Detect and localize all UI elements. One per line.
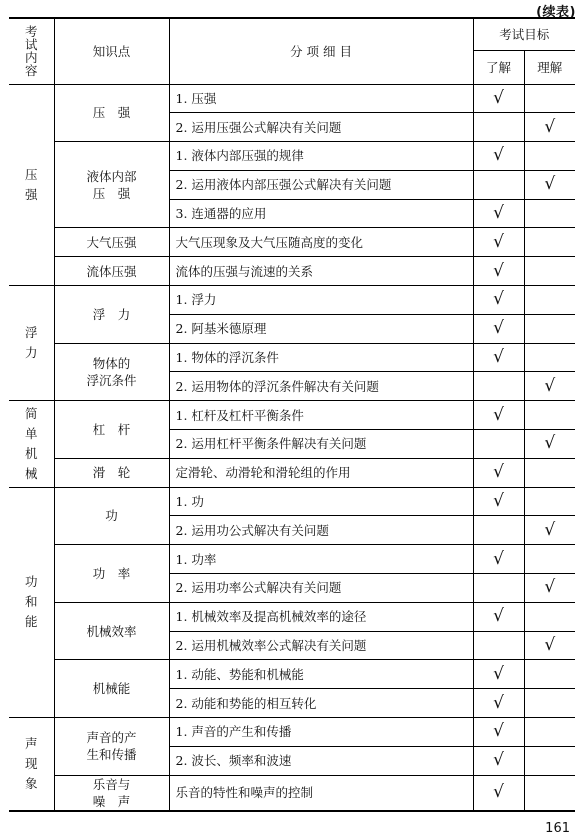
check-mark-icon: √ xyxy=(493,404,504,425)
knowledge-point-label: 浮 力 xyxy=(92,306,131,322)
check-mark-icon: √ xyxy=(493,260,504,281)
table-row xyxy=(9,602,575,631)
knowledge-point-cell xyxy=(54,84,169,142)
knowledge-point-cell xyxy=(54,487,169,545)
check-mark-icon: √ xyxy=(493,347,504,368)
check-mark-icon: √ xyxy=(544,174,556,195)
understand-mark-cell xyxy=(473,142,524,171)
area-cell xyxy=(9,84,54,286)
knowledge-point-cell xyxy=(54,602,169,660)
comprehend-mark-cell xyxy=(524,199,575,228)
comprehend-mark-cell xyxy=(524,343,575,372)
understand-mark-cell xyxy=(473,602,524,631)
comprehend-mark-cell xyxy=(524,170,575,199)
check-mark-icon: √ xyxy=(544,635,556,656)
comprehend-mark-cell xyxy=(524,602,575,631)
table-row xyxy=(9,660,575,689)
knowledge-point-cell xyxy=(54,718,169,776)
comprehend-mark-cell xyxy=(524,401,575,430)
detail-item: 1. 压强 xyxy=(169,84,473,113)
detail-item: 1. 动能、势能和机械能 xyxy=(169,660,473,689)
understand-mark-cell xyxy=(473,228,524,257)
knowledge-point-label: 液体内部 压 强 xyxy=(86,168,137,201)
check-mark-icon: √ xyxy=(493,721,504,742)
comprehend-mark-cell xyxy=(524,314,575,343)
knowledge-point-cell xyxy=(54,401,169,459)
table-row xyxy=(9,401,575,430)
understand-mark-cell xyxy=(473,257,524,286)
knowledge-point-label: 物体的 浮沉条件 xyxy=(86,355,137,388)
knowledge-point-label: 机械效率 xyxy=(86,623,137,639)
detail-item: 1. 声音的产生和传播 xyxy=(169,718,473,747)
understand-mark-cell xyxy=(473,516,524,545)
table-row xyxy=(9,343,575,372)
detail-item: 2. 运用机械效率公式解决有关问题 xyxy=(169,631,473,660)
detail-item: 2. 运用压强公式解决有关问题 xyxy=(169,113,473,142)
detail-item: 2. 运用物体的浮沉条件解决有关问题 xyxy=(169,372,473,401)
knowledge-point-label: 杠 杆 xyxy=(92,422,131,438)
header-area: 考试内容 xyxy=(9,18,54,84)
header-knowledge-point: 知识点 xyxy=(54,18,169,84)
area-cell xyxy=(9,286,54,401)
area-cell xyxy=(9,718,54,811)
check-mark-icon: √ xyxy=(544,519,556,540)
knowledge-point-cell xyxy=(54,257,169,286)
understand-mark-cell xyxy=(473,660,524,689)
detail-item: 2. 波长、频率和波速 xyxy=(169,746,473,775)
understand-mark-cell xyxy=(473,545,524,574)
check-mark-icon: √ xyxy=(544,116,556,137)
check-mark-icon: √ xyxy=(544,375,556,396)
comprehend-mark-cell xyxy=(524,487,575,516)
knowledge-point-cell xyxy=(54,142,169,228)
check-mark-icon: √ xyxy=(493,491,504,512)
comprehend-mark-cell xyxy=(524,228,575,257)
detail-item: 2. 运用功率公式解决有关问题 xyxy=(169,574,473,603)
check-mark-icon: √ xyxy=(493,318,504,339)
table-row xyxy=(9,286,575,315)
detail-item: 2. 动能和势能的相互转化 xyxy=(169,689,473,718)
detail-item: 2. 阿基米德原理 xyxy=(169,314,473,343)
understand-mark-cell xyxy=(473,430,524,459)
header-understand: 了解 xyxy=(473,50,524,84)
area-cell xyxy=(9,487,54,717)
detail-item: 1. 液体内部压强的规律 xyxy=(169,142,473,171)
detail-item: 2. 运用杠杆平衡条件解决有关问题 xyxy=(169,430,473,459)
area-label: 简单机械 xyxy=(25,405,38,481)
understand-mark-cell xyxy=(473,689,524,718)
detail-item: 流体的压强与流速的关系 xyxy=(169,257,473,286)
knowledge-point-label: 机械能 xyxy=(92,681,131,697)
area-label: 浮力 xyxy=(25,325,38,361)
comprehend-mark-cell xyxy=(524,775,575,811)
comprehend-mark-cell xyxy=(524,430,575,459)
understand-mark-cell xyxy=(473,113,524,142)
continued-label: (续表) xyxy=(536,5,576,20)
comprehend-mark-cell xyxy=(524,257,575,286)
comprehend-mark-cell xyxy=(524,458,575,487)
area-cell xyxy=(9,401,54,487)
detail-item: 3. 连通器的应用 xyxy=(169,199,473,228)
understand-mark-cell xyxy=(473,401,524,430)
table-row xyxy=(9,545,575,574)
knowledge-point-label: 乐音与 噪 声 xyxy=(92,776,131,809)
detail-item: 1. 功 xyxy=(169,487,473,516)
comprehend-mark-cell xyxy=(524,84,575,113)
knowledge-point-cell xyxy=(54,660,169,718)
knowledge-point-label: 滑 轮 xyxy=(92,465,131,481)
table-row xyxy=(9,458,575,487)
comprehend-mark-cell xyxy=(524,718,575,747)
understand-mark-cell xyxy=(473,372,524,401)
comprehend-mark-cell xyxy=(524,689,575,718)
detail-item: 1. 机械效率及提高机械效率的途径 xyxy=(169,602,473,631)
check-mark-icon: √ xyxy=(493,87,504,108)
understand-mark-cell xyxy=(473,84,524,113)
detail-item: 1. 功率 xyxy=(169,545,473,574)
detail-item: 1. 物体的浮沉条件 xyxy=(169,343,473,372)
knowledge-point-cell xyxy=(54,458,169,487)
table-row xyxy=(9,84,575,113)
check-mark-icon: √ xyxy=(493,231,504,252)
comprehend-mark-cell xyxy=(524,516,575,545)
check-mark-icon: √ xyxy=(493,750,504,771)
knowledge-point-label: 流体压强 xyxy=(86,263,137,279)
comprehend-mark-cell xyxy=(524,113,575,142)
comprehend-mark-cell xyxy=(524,660,575,689)
detail-item: 1. 浮力 xyxy=(169,286,473,315)
area-label: 声现象 xyxy=(25,735,38,791)
check-mark-icon: √ xyxy=(544,433,556,454)
table-row xyxy=(9,228,575,257)
knowledge-point-label: 压 强 xyxy=(92,105,131,121)
table-row xyxy=(9,718,575,747)
detail-item: 大气压现象及大气压随高度的变化 xyxy=(169,228,473,257)
check-mark-icon: √ xyxy=(493,462,504,483)
check-mark-icon: √ xyxy=(493,203,504,224)
check-mark-icon: √ xyxy=(493,289,504,310)
table-row xyxy=(9,775,575,811)
knowledge-point-cell xyxy=(54,775,169,811)
page-number: 161 xyxy=(545,821,570,836)
area-label: 功和能 xyxy=(25,574,38,630)
understand-mark-cell xyxy=(473,199,524,228)
understand-mark-cell xyxy=(473,487,524,516)
knowledge-point-cell xyxy=(54,343,169,401)
header-exam-goal: 考试目标 xyxy=(473,18,575,50)
knowledge-point-label: 大气压强 xyxy=(86,234,137,250)
check-mark-icon: √ xyxy=(493,663,504,684)
header-comprehend: 理解 xyxy=(524,50,575,84)
check-mark-icon: √ xyxy=(493,145,504,166)
knowledge-point-label: 功 xyxy=(105,508,118,524)
area-label: 压强 xyxy=(25,166,38,202)
table-row xyxy=(9,257,575,286)
comprehend-mark-cell xyxy=(524,142,575,171)
knowledge-point-label: 功 率 xyxy=(92,566,131,582)
detail-item: 1. 杠杆及杠杆平衡条件 xyxy=(169,401,473,430)
knowledge-point-label: 声音的产 生和传播 xyxy=(86,730,137,763)
understand-mark-cell xyxy=(473,775,524,811)
understand-mark-cell xyxy=(473,343,524,372)
comprehend-mark-cell xyxy=(524,631,575,660)
comprehend-mark-cell xyxy=(524,286,575,315)
understand-mark-cell xyxy=(473,718,524,747)
comprehend-mark-cell xyxy=(524,545,575,574)
check-mark-icon: √ xyxy=(544,577,556,598)
table-row xyxy=(9,487,575,516)
understand-mark-cell xyxy=(473,458,524,487)
check-mark-icon: √ xyxy=(493,606,504,627)
detail-item: 2. 运用液体内部压强公式解决有关问题 xyxy=(169,170,473,199)
understand-mark-cell xyxy=(473,170,524,199)
check-mark-icon: √ xyxy=(493,782,504,803)
detail-item: 乐音的特性和噪声的控制 xyxy=(169,775,473,811)
understand-mark-cell xyxy=(473,746,524,775)
knowledge-point-cell xyxy=(54,228,169,257)
understand-mark-cell xyxy=(473,631,524,660)
understand-mark-cell xyxy=(473,574,524,603)
check-mark-icon: √ xyxy=(493,692,504,713)
knowledge-point-cell xyxy=(54,286,169,344)
header-details: 分 项 细 目 xyxy=(169,18,473,84)
knowledge-point-cell xyxy=(54,545,169,603)
comprehend-mark-cell xyxy=(524,574,575,603)
understand-mark-cell xyxy=(473,286,524,315)
detail-item: 定滑轮、动滑轮和滑轮组的作用 xyxy=(169,458,473,487)
detail-item: 2. 运用功公式解决有关问题 xyxy=(169,516,473,545)
comprehend-mark-cell xyxy=(524,372,575,401)
comprehend-mark-cell xyxy=(524,746,575,775)
check-mark-icon: √ xyxy=(493,548,504,569)
table-row xyxy=(9,142,575,171)
exam-content-table xyxy=(9,17,575,812)
understand-mark-cell xyxy=(473,314,524,343)
